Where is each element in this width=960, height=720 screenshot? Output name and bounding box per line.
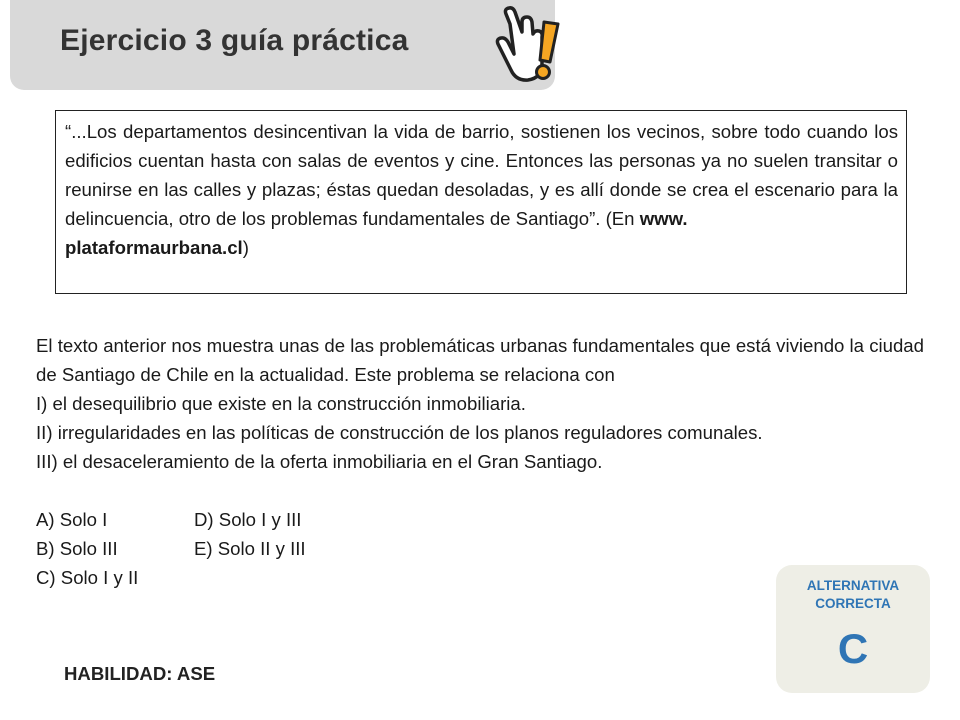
quote-box	[55, 110, 907, 294]
option-a: A) Solo I	[36, 509, 108, 530]
statement-3: III) el desaceleramiento de la oferta inmobiliaria en el Gran Santiago.	[36, 451, 603, 472]
option-c: C) Solo I y II	[36, 567, 139, 588]
quote-text: “...Los departamentos desincentivan la vida de barrio, sostienen los vecinos, sobre todo cuando los edificios cuentan hasta con salas de eventos y cine. Entonces las personas ya no suelen transitar o reunirse en las calles y plazas; éstas quedan desoladas, y es allí donde se crea el escenario para la delincuencia, otro de los problemas fundamentales de Santiago”. (En	[65, 121, 898, 229]
option-b: B) Solo III	[36, 538, 118, 559]
correct-answer-card	[776, 565, 930, 693]
quote-source-close: )	[242, 237, 249, 258]
answer-options	[36, 505, 306, 592]
option-d: D) Solo I y III	[194, 509, 302, 530]
correct-answer-label-line1: ALTERNATIVA	[806, 578, 900, 593]
correct-answer-label-line2: CORRECTA	[815, 596, 891, 611]
statement-2: II) irregularidades en las políticas de construcción de los planos reguladores comunales.	[36, 422, 763, 443]
statement-1: I) el desequilibrio que existe en la construcción inmobiliaria.	[36, 393, 526, 414]
question-block	[36, 331, 924, 476]
pointing-hand-exclamation-icon	[492, 4, 566, 88]
option-e: E) Solo II y III	[194, 538, 306, 559]
correct-answer-label	[776, 577, 930, 613]
question-stem: El texto anterior nos muestra unas de las problemáticas urbanas fundamentales que está viviendo la ciudad de Santiago de Chile en la actualidad. Este problema se relaciona con	[36, 335, 924, 385]
correct-answer-value: C	[837, 625, 869, 672]
quote-source-part-2: plataformaurbana.cl	[65, 237, 243, 258]
header-banner	[10, 0, 555, 90]
page-title: Ejercicio 3 guía práctica	[60, 24, 409, 57]
quote-source-part-1: www.	[639, 208, 688, 229]
skill-label: HABILIDAD: ASE	[64, 663, 216, 684]
